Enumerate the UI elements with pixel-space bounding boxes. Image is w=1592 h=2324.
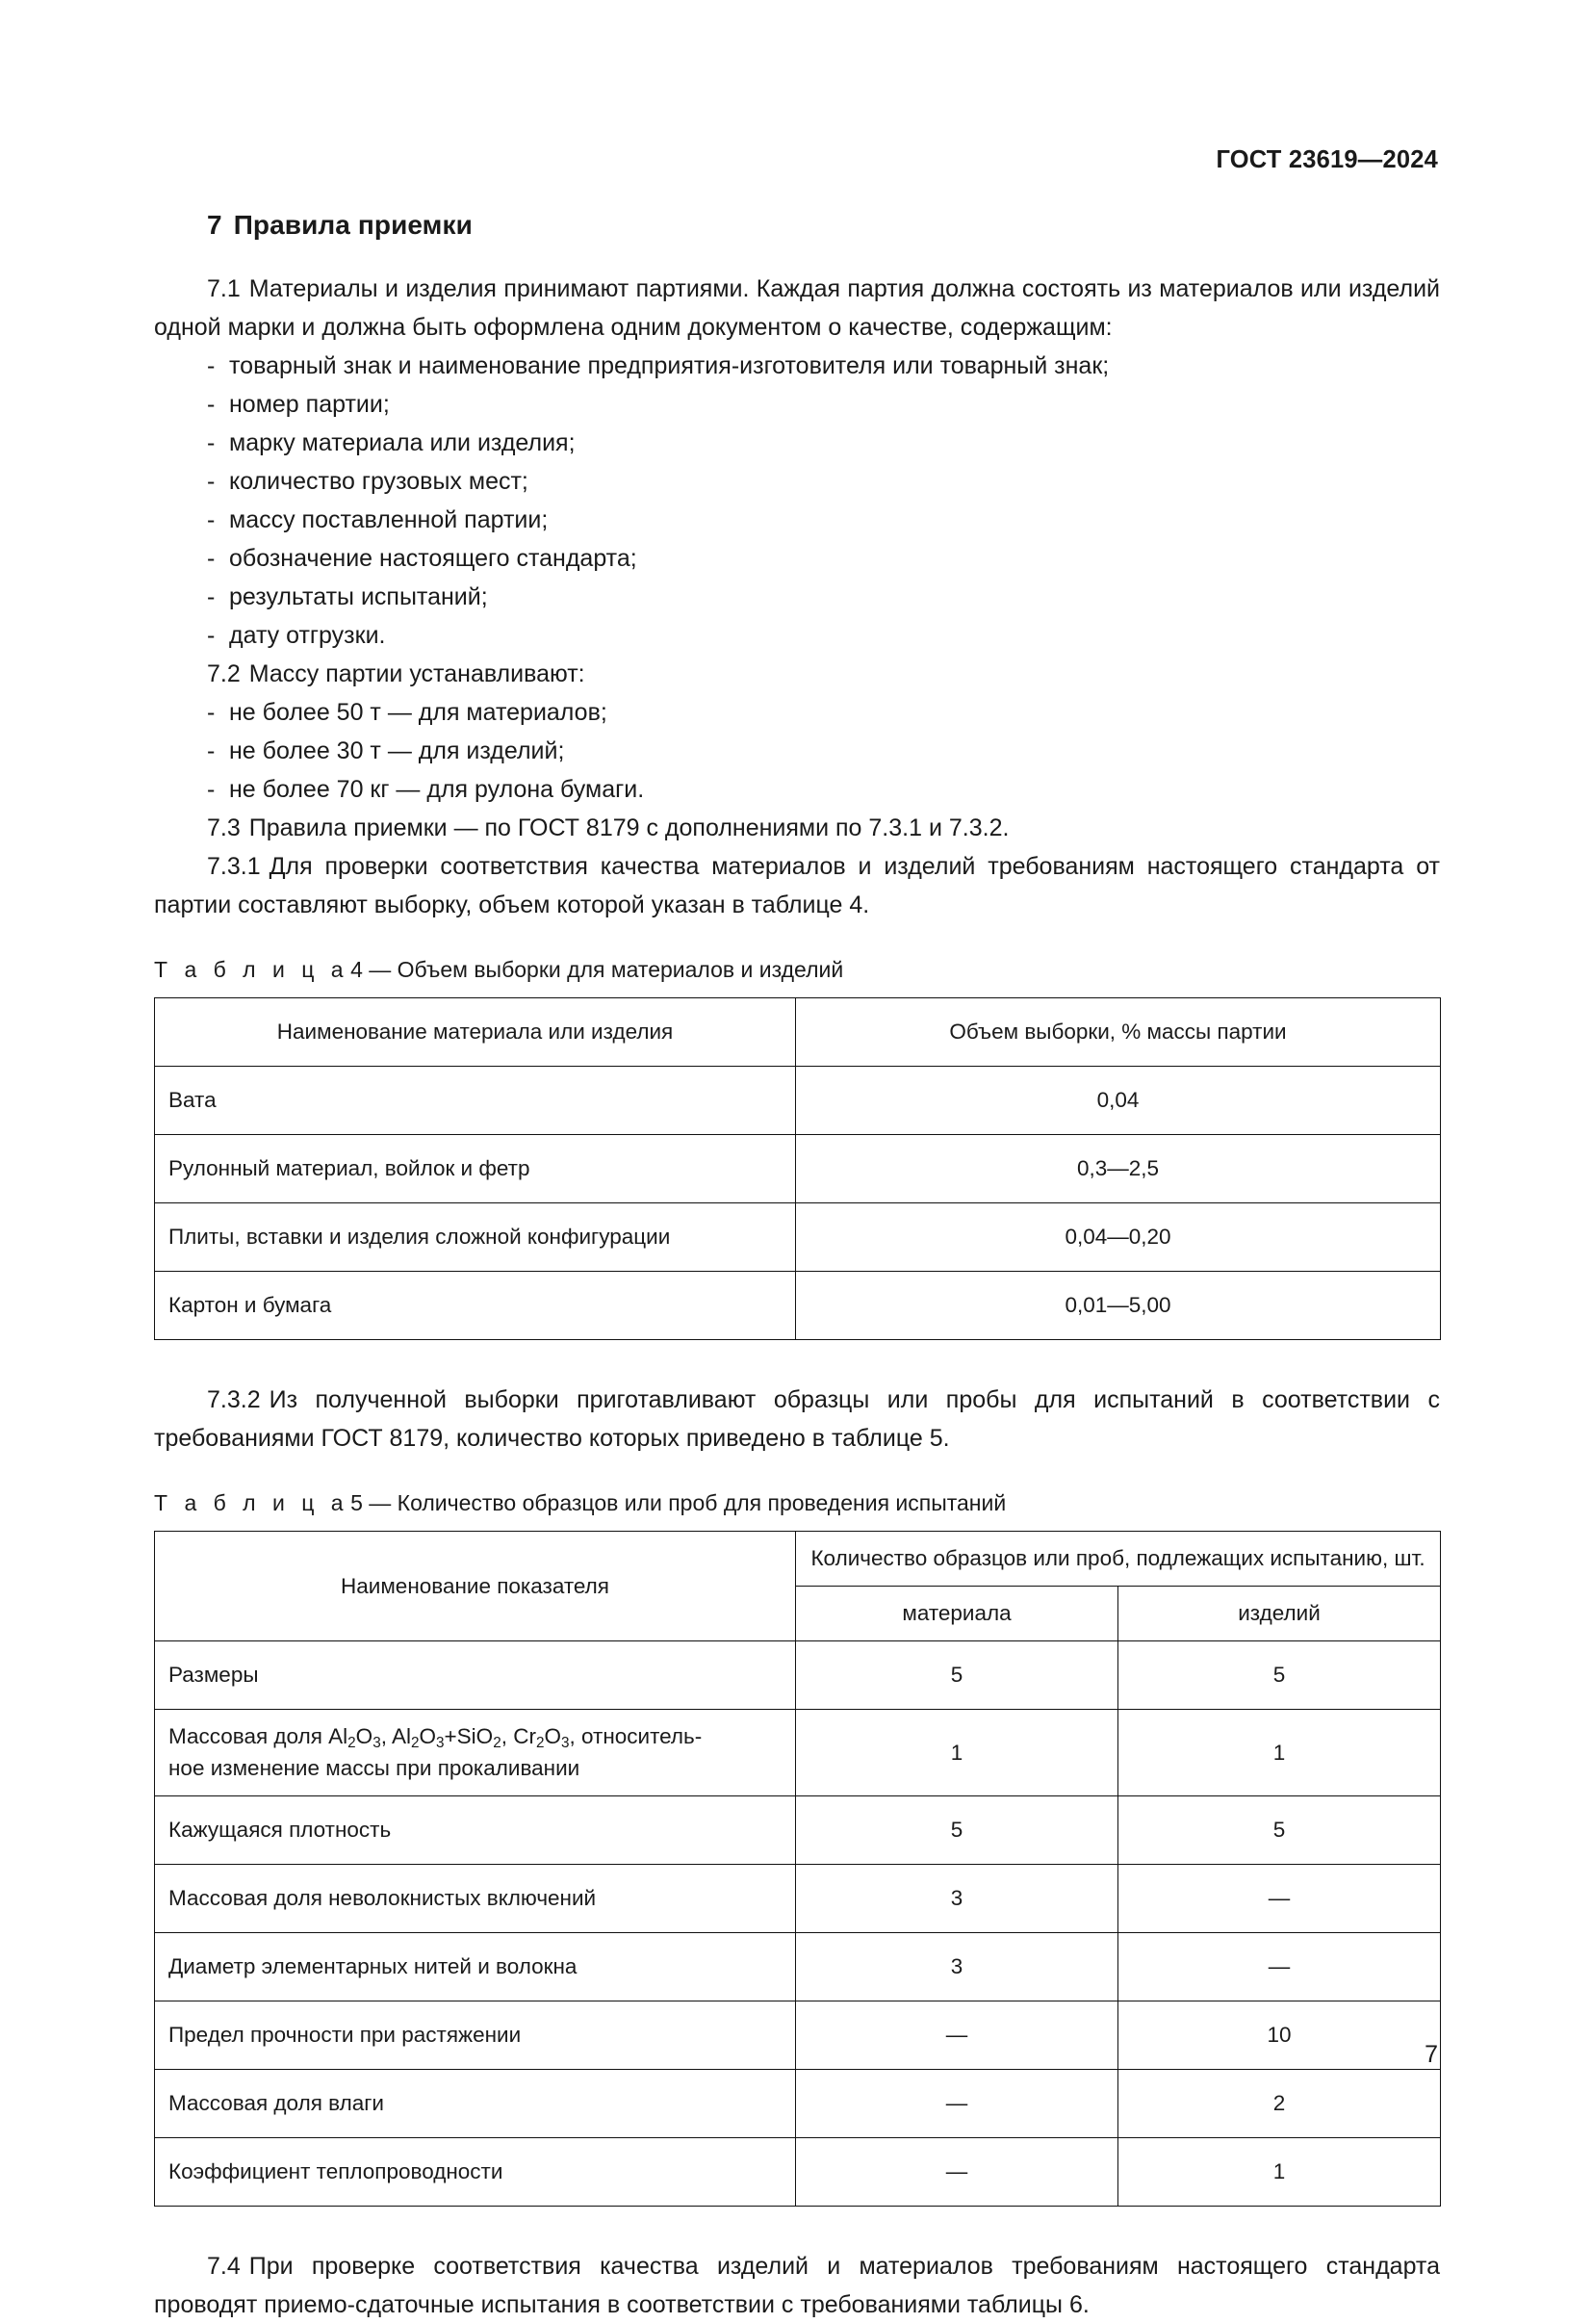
list-item	[154, 693, 1440, 732]
table-row	[155, 1710, 1441, 1796]
paragraph-7-3-label: 7.3	[207, 814, 241, 841]
dash-marker: -	[207, 776, 216, 803]
dash-marker: -	[207, 506, 216, 533]
table-4-cell-value: 0,04—0,20	[796, 1203, 1441, 1272]
table-row	[155, 1796, 1441, 1865]
dash-marker: -	[207, 468, 216, 495]
list-item	[154, 462, 1440, 501]
table-4-header-material: Наименование материала или изделия	[155, 998, 796, 1067]
table-header-row	[155, 998, 1441, 1067]
paragraph-7-4-label: 7.4	[207, 2253, 241, 2280]
table-5-cell-material: —	[796, 2070, 1118, 2138]
section-title-text: Правила приемки	[233, 210, 473, 240]
paragraph-7-3-2-label: 7.3.2	[207, 1386, 261, 1413]
paragraph-7-4-text: При проверке соответствия качества изделий и материалов требованиям настоящего стандарта проводят приемо-сдаточные испытания в соответствии с требованиями таблицы 6.	[154, 2253, 1440, 2318]
dash-marker: -	[207, 391, 216, 418]
table-header-row	[155, 1532, 1441, 1587]
table-4-caption	[154, 953, 1440, 986]
table-4-cell-name: Картон и бумага	[155, 1272, 796, 1340]
list-item	[154, 347, 1440, 385]
table-5-cell-material: 5	[796, 1796, 1118, 1865]
list-batch-mass	[154, 693, 1440, 809]
table-5-cell-name: Предел прочности при растяжении	[155, 2001, 796, 2070]
list-item-label: не более 50 т — для материалов;	[229, 699, 607, 726]
list-item	[154, 539, 1440, 578]
table-caption-word: Т а б л и ц а	[154, 1490, 349, 1515]
table-4-cell-name: Вата	[155, 1067, 796, 1135]
list-item	[154, 501, 1440, 539]
paragraph-7-2	[154, 655, 1440, 693]
table-5-cell-name: Массовая доля влаги	[155, 2070, 796, 2138]
page-content	[154, 210, 1440, 2324]
dash-marker: -	[207, 622, 216, 649]
table-5-cell-product: 2	[1118, 2070, 1441, 2138]
table-caption-number: 5	[350, 1490, 363, 1515]
table-5-cell-name-formula: Массовая доля $Al_2O_3$, $Al_2O_3+SiO_2$, $Cr_2O_3$, относитель- ное изменение массы при прокаливании	[155, 1710, 796, 1796]
dash-marker: -	[207, 545, 216, 572]
table-specimen-count	[154, 1531, 1441, 2207]
paragraph-7-3-2	[154, 1381, 1440, 1458]
table-4-cell-value: 0,3—2,5	[796, 1135, 1441, 1203]
table-caption-word: Т а б л и ц а	[154, 957, 349, 982]
table-5-cell-name: Диаметр элементарных нитей и волокна	[155, 1933, 796, 2001]
list-item	[154, 424, 1440, 462]
table-sampling-volume	[154, 997, 1441, 1340]
table-5-cell-product: 5	[1118, 1641, 1441, 1710]
table-5-cell-name: Размеры	[155, 1641, 796, 1710]
paragraph-7-1-label: 7.1	[207, 275, 241, 302]
list-item	[154, 616, 1440, 655]
paragraph-7-4	[154, 2247, 1440, 2324]
paragraph-7-3-text: Правила приемки — по ГОСТ 8179 с дополнениями по 7.3.1 и 7.3.2.	[248, 814, 1010, 841]
table-4-cell-value: 0,04	[796, 1067, 1441, 1135]
paragraph-7-1-text: Материалы и изделия принимают партиями. Каждая партия должна состоять из материалов или изделий одной марки и должна быть оформлена одним документом о качестве, содержащим:	[154, 275, 1440, 341]
section-number: 7	[207, 210, 222, 240]
list-item	[154, 770, 1440, 809]
table-row	[155, 1641, 1441, 1710]
list-item-label: результаты испытаний;	[229, 583, 488, 610]
dash-marker: -	[207, 583, 216, 610]
table-5-caption	[154, 1486, 1440, 1519]
list-item-label: марку материала или изделия;	[229, 429, 576, 456]
dash-marker: -	[207, 737, 216, 764]
page-title	[154, 210, 1440, 241]
table-5-cell-material: —	[796, 2001, 1118, 2070]
table-5-cell-product: —	[1118, 1865, 1441, 1933]
paragraph-7-3-2-text: Из полученной выборки приготавливают образцы или пробы для испытаний в соответствии с требованиями ГОСТ 8179, количество которых приведено в таблице 5.	[154, 1386, 1440, 1452]
table-caption-title: — Количество образцов или проб для проведения испытаний	[369, 1490, 1007, 1515]
table-row	[155, 1865, 1441, 1933]
table-5-cell-material: 3	[796, 1933, 1118, 2001]
table-5-header-material: материала	[796, 1587, 1118, 1641]
list-document-contents	[154, 347, 1440, 655]
paragraph-7-3-1-text: Для проверки соответствия качества материалов и изделий требованиям настоящего стандарта от партии составляют выборку, объем которой указан в таблице 4.	[154, 853, 1440, 918]
table-5-cell-material: —	[796, 2138, 1118, 2207]
list-item-label: не более 30 т — для изделий;	[229, 737, 565, 764]
table-5-header-group: Количество образцов или проб, подлежащих испытанию, шт.	[796, 1532, 1441, 1587]
list-item-label: товарный знак и наименование предприятия-изготовителя или товарный знак;	[229, 352, 1110, 379]
table-5-cell-material: 5	[796, 1641, 1118, 1710]
table-row	[155, 2070, 1441, 2138]
table-4-header-volume: Объем выборки, % массы партии	[796, 998, 1441, 1067]
list-item-label: обозначение настоящего стандарта;	[229, 545, 637, 572]
table-5-cell-name: Кажущаяся плотность	[155, 1796, 796, 1865]
list-item	[154, 732, 1440, 770]
table-row	[155, 2001, 1441, 2070]
dash-marker: -	[207, 352, 216, 379]
table-4-cell-name: Плиты, вставки и изделия сложной конфигурации	[155, 1203, 796, 1272]
paragraph-7-2-label: 7.2	[207, 660, 241, 687]
table-5-cell-product: 5	[1118, 1796, 1441, 1865]
paragraph-7-3-1	[154, 847, 1440, 924]
list-item-label: не более 70 кг — для рулона бумаги.	[229, 776, 645, 803]
table-row	[155, 2138, 1441, 2207]
table-5-cell-product: 1	[1118, 1710, 1441, 1796]
table-4-cell-name: Рулонный материал, войлок и фетр	[155, 1135, 796, 1203]
list-item-label: дату отгрузки.	[229, 622, 386, 649]
table-5-cell-material: 1	[796, 1710, 1118, 1796]
table-caption-title: — Объем выборки для материалов и изделий	[369, 957, 844, 982]
dash-marker: -	[207, 699, 216, 726]
list-item	[154, 385, 1440, 424]
table-5-cell-product: —	[1118, 1933, 1441, 2001]
table-5-cell-name: Массовая доля неволокнистых включений	[155, 1865, 796, 1933]
table-5-cell-product: 1	[1118, 2138, 1441, 2207]
table-row	[155, 1933, 1441, 2001]
list-item	[154, 578, 1440, 616]
list-item-label: количество грузовых мест;	[229, 468, 528, 495]
table-caption-number: 4	[350, 957, 363, 982]
running-header-standard: ГОСТ 23619—2024	[1216, 146, 1438, 173]
table-row	[155, 1135, 1441, 1203]
table-row	[155, 1067, 1441, 1135]
table-5-header-product: изделий	[1118, 1587, 1441, 1641]
table-5-cell-material: 3	[796, 1865, 1118, 1933]
page-number: 7	[1425, 2041, 1438, 2068]
table-5-cell-name: Коэффициент теплопроводности	[155, 2138, 796, 2207]
table-5-header-indicator: Наименование показателя	[155, 1532, 796, 1641]
table-row	[155, 1203, 1441, 1272]
list-item-label: массу поставленной партии;	[229, 506, 549, 533]
table-row	[155, 1272, 1441, 1340]
paragraph-7-1	[154, 270, 1440, 347]
paragraph-7-3	[154, 809, 1440, 847]
paragraph-7-3-1-label: 7.3.1	[207, 853, 261, 880]
paragraph-7-2-text: Массу партии устанавливают:	[248, 660, 585, 687]
dash-marker: -	[207, 429, 216, 456]
list-item-label: номер партии;	[229, 391, 390, 418]
table-5-cell-product: 10	[1118, 2001, 1441, 2070]
table-4-cell-value: 0,01—5,00	[796, 1272, 1441, 1340]
